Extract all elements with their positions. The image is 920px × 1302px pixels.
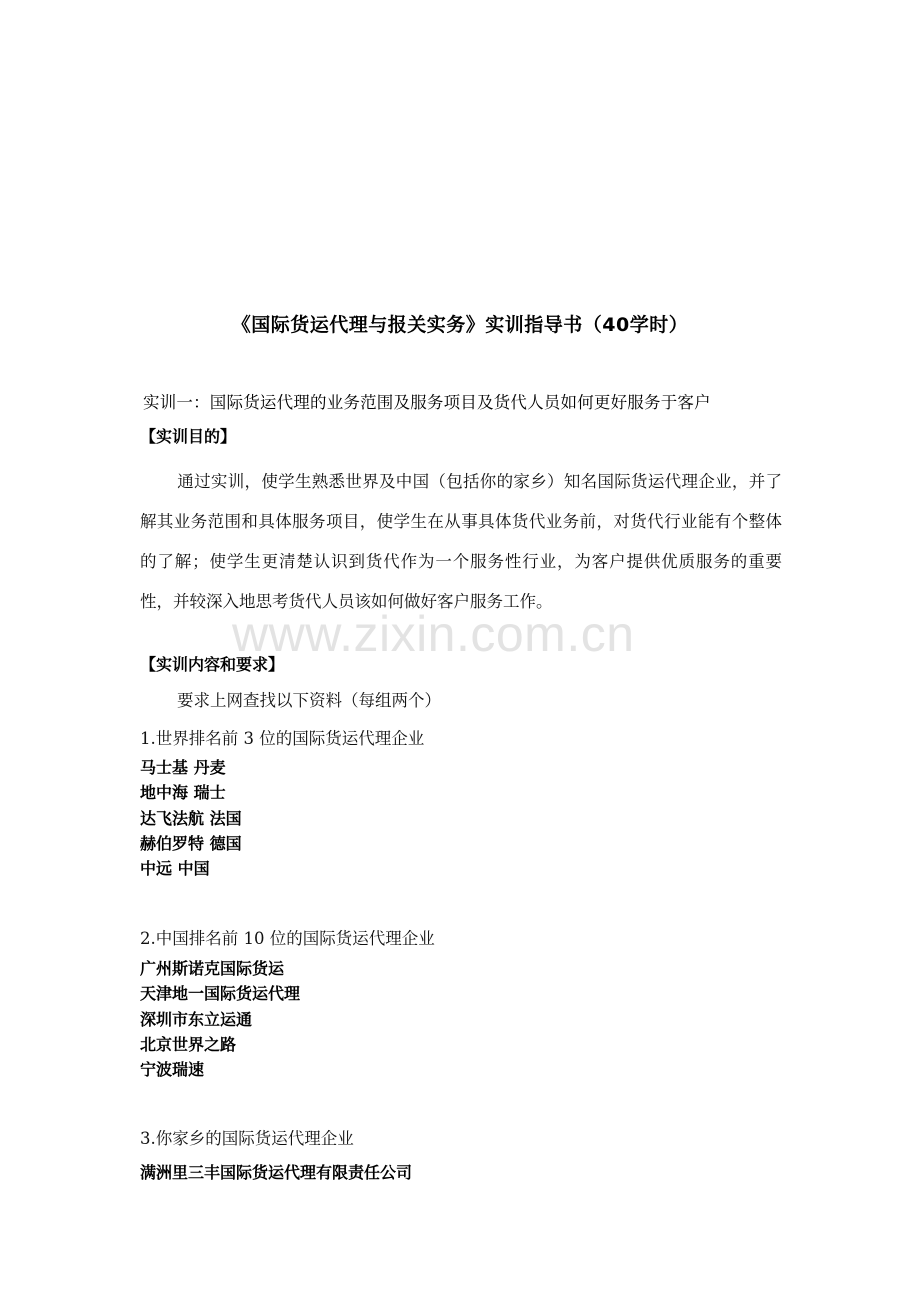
answer-item: 广州斯诺克国际货运	[140, 959, 285, 978]
answer-item: 达飞法航 法国	[140, 808, 242, 828]
document-title: 《国际货运代理与报关实务》实训指导书（40学时）	[231, 314, 689, 336]
item-3-label: 3.你家乡的国际货运代理企业	[140, 1129, 354, 1148]
answer-item: 宁波瑞速	[140, 1060, 205, 1080]
answer-item: 天津地一国际货运代理	[140, 984, 301, 1004]
purpose-paragraph	[140, 462, 782, 622]
answer-item: 马士基 丹麦	[140, 758, 226, 777]
item-3-answers	[140, 1160, 412, 1185]
item-1-label: 1.世界排名前 3 位的国际货运代理企业	[140, 729, 425, 748]
answer-item: 深圳市东立运通	[140, 1009, 253, 1029]
answer-item: 北京世界之路	[140, 1034, 237, 1054]
purpose-heading: 【实训目的】	[140, 427, 237, 446]
answer-item: 中远 中国	[140, 859, 210, 879]
content-intro: 要求上网查找以下资料（每组两个）	[177, 691, 441, 710]
answer-item: 满洲里三丰国际货运代理有限责任公司	[140, 1163, 413, 1182]
watermark: www.zixin.com.cn	[232, 606, 635, 662]
item-2-label: 2.中国排名前 10 位的国际货运代理企业	[140, 929, 435, 948]
content-heading: 【实训内容和要求】	[140, 655, 285, 674]
item-1-answers	[140, 755, 242, 881]
item-2-answers	[140, 956, 300, 1082]
purpose-paragraph-text: 通过实训，使学生熟悉世界及中国（包括你的家乡）知名国际货运代理企业，并了解其业务范围和具体服务项目，使学生在从事具体货代业务前，对货代行业能有个整体的了解；使学生更清楚认识到货代作为一个服务性行业，为客户提供优质服务的重要性，并较深入地思考货代人员该如何做好客户服务工作。	[140, 472, 782, 611]
answer-item: 赫伯罗特 德国	[140, 833, 242, 853]
answer-item: 地中海 瑞士	[140, 783, 226, 803]
training-one-heading: 实训一：国际货运代理的业务范围及服务项目及货代人员如何更好服务于客户	[143, 393, 711, 412]
